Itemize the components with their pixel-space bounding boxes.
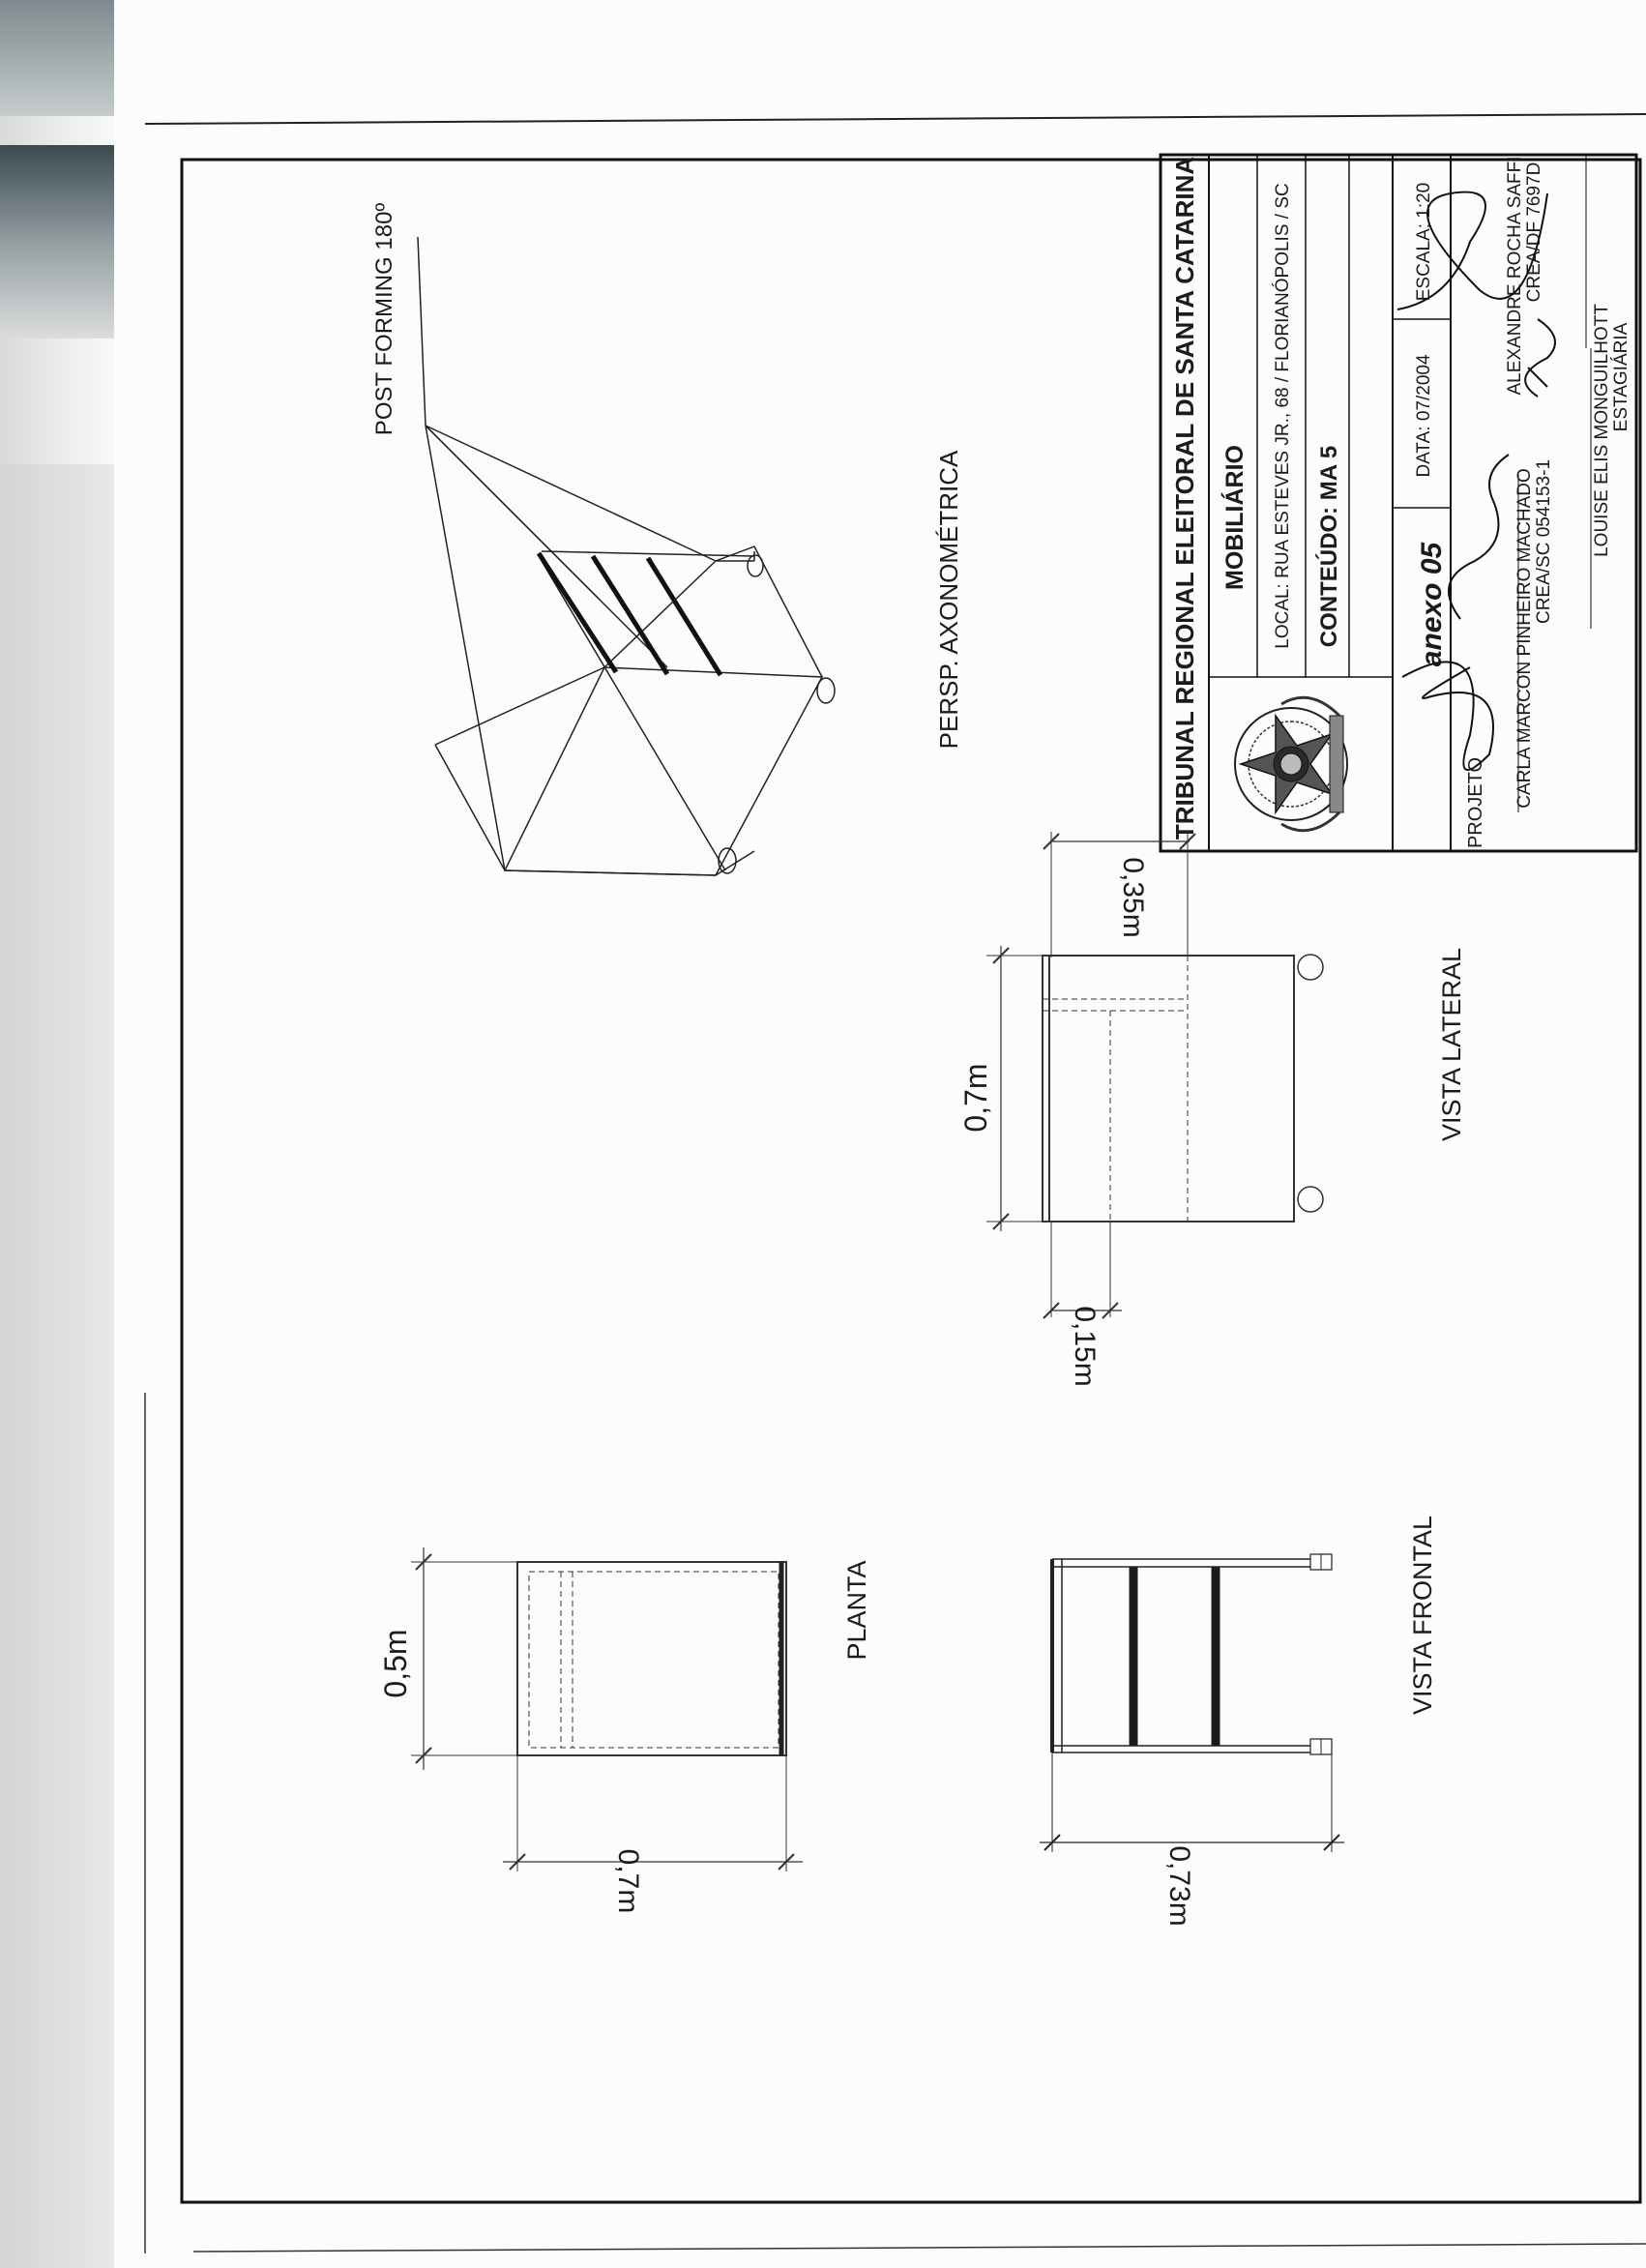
post-forming-label: POST FORMING 180º	[371, 202, 397, 436]
location-label: LOCAL: RUA ESTEVES JR., 68 / FLORIANÓPOLIS / SC	[1273, 183, 1293, 649]
lateral-view-label: VISTA LATERAL	[1437, 947, 1466, 1142]
designer-2-reg: CREA/DF 7697D	[1524, 162, 1544, 303]
date-label: DATA: 07/2004	[1414, 354, 1434, 478]
designer-1-name: CARLA MARCON PINHEIRO MACHADO	[1514, 468, 1535, 809]
frontal-view-label: VISTA FRONTAL	[1408, 1515, 1437, 1716]
lateral-view-drawing	[986, 832, 1323, 1318]
lateral-length-dimension: 0,7m	[958, 1063, 993, 1133]
axonometric-rails	[539, 553, 720, 675]
designer-2-name: ALEXANDRE ROCHA SAFFI	[1505, 156, 1525, 396]
project-label: PROJETO	[1465, 756, 1486, 849]
designer-1-reg: CREA/SC 054153-1	[1534, 458, 1554, 625]
content-label: CONTEÚDO: MA 5	[1316, 445, 1342, 648]
institution-title: TRIBUNAL REGIONAL ELEITORAL DE SANTA CATARINA	[1170, 156, 1199, 840]
axonometric-label: PERSP. AXONOMÉTRICA	[934, 450, 963, 750]
plan-length-dimension: 0,7m	[612, 1848, 644, 1914]
lateral-small-dimension: 0,15m	[1069, 1306, 1101, 1387]
frontal-view-drawing	[1040, 1554, 1344, 1852]
lateral-depth-dimension: 0,35m	[1117, 857, 1149, 938]
plan-view-drawing	[411, 1547, 803, 1871]
axonometric-drawing	[418, 237, 835, 875]
plan-view-label: PLANTA	[842, 1560, 871, 1661]
plan-width-dimension: 0,5m	[378, 1629, 413, 1698]
annex-label: anexo 05	[1416, 542, 1448, 667]
coat-of-arms-icon	[1235, 697, 1347, 831]
intern-role: ESTAGIÁRIA	[1611, 322, 1631, 432]
subject-title: MOBILIÁRIO	[1221, 445, 1249, 590]
frontal-length-dimension: 0,73m	[1163, 1845, 1195, 1927]
scale-label: ESCALA: 1:20	[1414, 182, 1434, 302]
intern-name: LOUISE ELIS MONGUILHOTT	[1592, 304, 1612, 557]
